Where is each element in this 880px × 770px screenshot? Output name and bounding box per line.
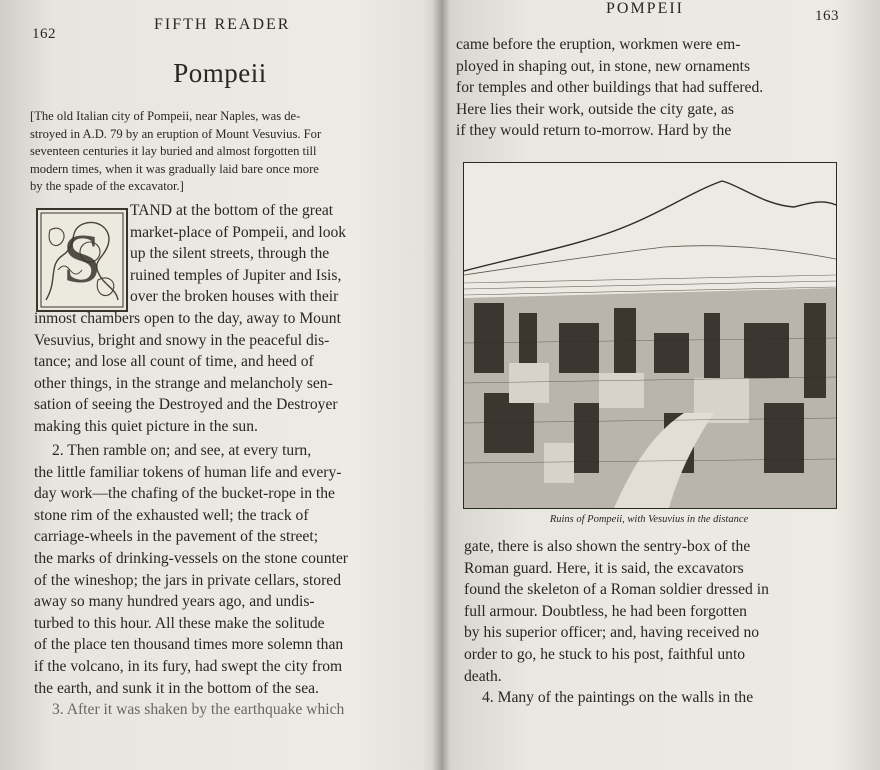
text-line: other things, in the strange and melancholy sen- — [34, 374, 333, 392]
text-line: Roman guard. Here, it is said, the excavators — [464, 559, 744, 577]
text-line: ruined temples of Jupiter and Isis, — [130, 266, 342, 284]
paragraph-2 — [34, 440, 420, 721]
text-line: the marks of drinking-vessels on the stone counter — [34, 549, 348, 567]
text-line: up the silent streets, through the — [130, 245, 330, 263]
text-line: making this quiet picture in the sun. — [34, 417, 258, 435]
drop-cap-letter: S — [62, 221, 102, 298]
text-line: 3. After it was shaken by the earthquake which — [52, 701, 345, 719]
text-line: market-place of Pompeii, and look — [130, 223, 347, 241]
intro-line: stroyed in A.D. 79 by an eruption of Mount Vesuvius. For — [30, 126, 322, 141]
intro-line: modern times, when it was gradually laid bare once more — [30, 161, 319, 176]
text-line: turbed to this hour. All these make the solitude — [34, 614, 325, 632]
text-line: gate, there is also shown the sentry-box of the — [464, 538, 751, 555]
ruins-engraving-icon — [464, 163, 836, 508]
right-paragraph-bottom — [464, 536, 848, 709]
intro-line: by the spade of the excavator.] — [30, 179, 184, 193]
running-head-left: FIFTH READER — [154, 16, 291, 33]
chapter-title: Pompeii — [173, 58, 267, 88]
text-line: inmost chambers open to the day, away to Mount — [34, 309, 341, 327]
page-number-right: 163 — [815, 8, 839, 24]
paragraph-1 — [34, 200, 420, 438]
intro-line: [The old Italian city of Pompeii, near Naples, was de- — [30, 109, 301, 123]
text-line: tance; and lose all count of time, and heed of — [34, 353, 314, 371]
text-line: Vesuvius, bright and snowy in the peaceful dis- — [34, 331, 330, 349]
text-line: day work—the chafing of the bucket-rope in the — [34, 485, 335, 503]
figure-caption: Ruins of Pompeii, with Vesuvius in the distance — [549, 514, 749, 525]
text-line: over the broken houses with their — [130, 288, 339, 306]
text-line: 2. Then ramble on; and see, at every turn, — [52, 442, 312, 459]
text-line: the little familiar tokens of human life and every- — [34, 463, 342, 481]
text-line: full armour. Doubtless, he had been forgotten — [464, 602, 747, 620]
text-line: for temples and other buildings that had suffered. — [456, 79, 764, 97]
intro-note — [30, 108, 418, 196]
text-line: the earth, and sunk it in the bottom of the sea. — [34, 679, 319, 697]
text-line: came before the eruption, workmen were em- — [456, 36, 741, 53]
text-line: carriage-wheels in the pavement of the street; — [34, 528, 319, 546]
ruins-illustration — [463, 162, 837, 509]
text-line: order to go, he stuck to his post, faithful unto — [464, 645, 746, 663]
text-line: of the wineshop; the jars in private cellars, stored — [34, 571, 342, 589]
text-line: stone rim of the exhausted well; the track of — [34, 506, 309, 524]
text-line: by his superior officer; and, having received no — [464, 624, 760, 642]
text-line: if they would return to-morrow. Hard by the — [456, 122, 732, 140]
text-line: away so many hundred years ago, and undis- — [34, 593, 315, 611]
text-line: TAND at the bottom of the great — [130, 202, 334, 219]
right-paragraph-top — [456, 34, 840, 142]
running-head-right: POMPEII — [606, 0, 685, 17]
intro-line: seventeen centuries it lay buried and almost forgotten till — [30, 144, 317, 158]
text-line: Here lies their work, outside the city gate, as — [456, 100, 734, 118]
text-line: if the volcano, in its fury, had swept the city from — [34, 657, 343, 675]
text-line: death. — [464, 667, 502, 685]
text-line: of the place ten thousand times more solemn than — [34, 636, 344, 654]
text-line: 4. Many of the paintings on the walls in the — [482, 689, 754, 707]
text-line: sation of seeing the Destroyed and the Destroyer — [34, 396, 338, 414]
text-line: found the skeleton of a Roman soldier dressed in — [464, 581, 769, 599]
text-line: ployed in shaping out, in stone, new ornaments — [456, 57, 751, 75]
page-number-left: 162 — [32, 26, 56, 42]
